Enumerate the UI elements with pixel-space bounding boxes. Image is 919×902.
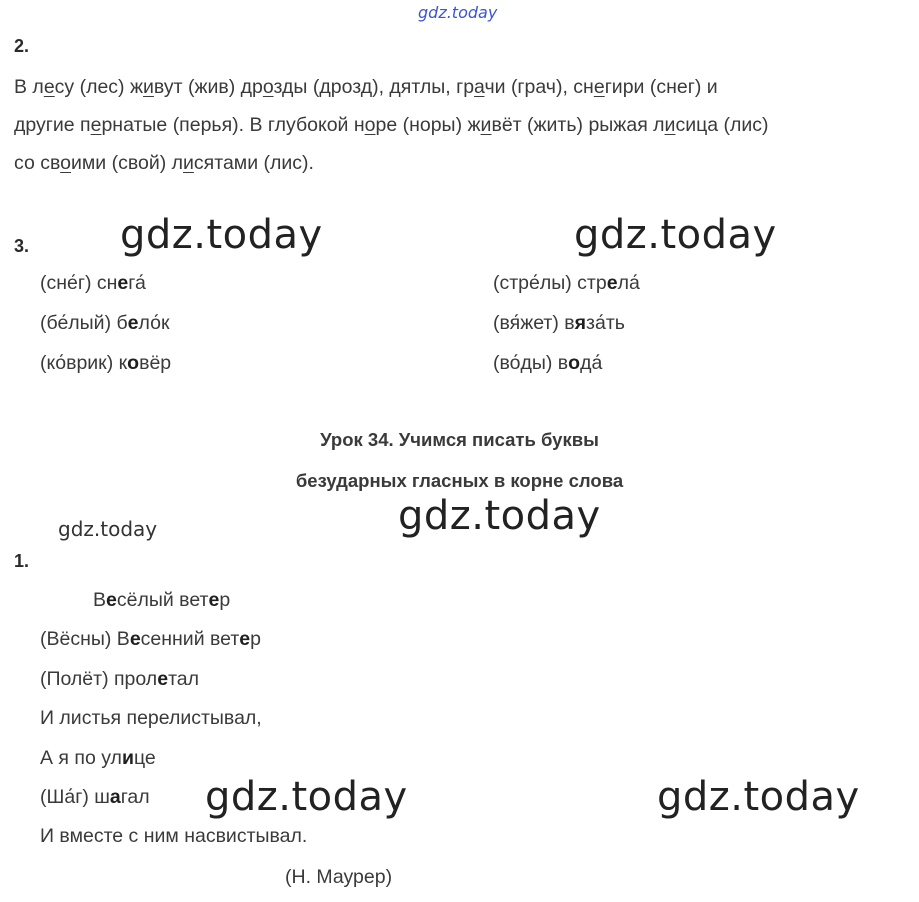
poem-line-1 xyxy=(93,589,230,612)
text-fragment: ре (норы) ж xyxy=(375,114,481,136)
watermark-big: gdz.today xyxy=(120,212,323,258)
underlined-letter: о xyxy=(262,76,274,98)
text-fragment: ло́к xyxy=(138,312,170,334)
text-fragment: (стре́лы) стр xyxy=(493,272,607,294)
lesson-title-line-1: Урок 34. Учимся писать буквы xyxy=(320,429,599,450)
bold-letter: е xyxy=(606,272,618,294)
task-2-line-1 xyxy=(14,68,914,106)
text-fragment: рнатые (перья). В глубокой н xyxy=(101,114,365,136)
bold-letter: а xyxy=(109,786,121,808)
text-fragment: за́ть xyxy=(586,312,625,334)
task-3-left-row-3 xyxy=(40,352,171,375)
poem-line-5 xyxy=(40,747,156,770)
text-fragment: (сне́г) сн xyxy=(40,272,118,294)
watermark-big: gdz.today xyxy=(574,212,777,258)
bold-letter: е xyxy=(117,272,129,294)
task-2-line-2 xyxy=(14,106,914,144)
text-fragment: тал xyxy=(168,668,199,690)
text-fragment: со св xyxy=(14,152,61,174)
underlined-letter: е xyxy=(43,76,55,98)
poem-line-3 xyxy=(40,668,199,691)
text-fragment: (Вёсны) В xyxy=(40,628,130,650)
text-fragment: А я по ул xyxy=(40,747,122,769)
poem-author: (Н. Маурер) xyxy=(285,866,393,888)
poem-line-2 xyxy=(40,628,261,651)
watermark-big: gdz.today xyxy=(398,493,601,539)
bold-letter: е xyxy=(157,668,169,690)
underlined-letter: и xyxy=(664,114,676,136)
text-fragment: И вместе с ним насвистывал. xyxy=(40,825,308,847)
text-fragment: гал xyxy=(120,786,150,808)
bold-letter: о xyxy=(568,352,581,374)
text-fragment: зды (дрозд), дятлы, гр xyxy=(273,76,475,98)
text-fragment: сёлый вет xyxy=(116,589,209,611)
task-1-number: 1. xyxy=(14,551,30,571)
underlined-letter: и xyxy=(480,114,492,136)
text-fragment: В л xyxy=(14,76,44,98)
bold-letter: е xyxy=(106,589,117,611)
text-fragment: (вя́жет) в xyxy=(493,312,575,334)
text-fragment: (Полёт) прол xyxy=(40,668,158,690)
underlined-letter: и xyxy=(143,76,154,98)
task-3-left-row-2 xyxy=(40,312,170,335)
task-3-right-row-2 xyxy=(493,312,625,335)
task-3-right-row-1 xyxy=(493,272,640,295)
underlined-letter: а xyxy=(474,76,485,98)
task-2-line-3 xyxy=(14,144,914,182)
text-fragment: р xyxy=(219,589,231,611)
text-fragment: сенний вет xyxy=(140,628,240,650)
watermark-big: gdz.today xyxy=(205,774,408,820)
bold-letter: е xyxy=(208,589,220,611)
underlined-letter: о xyxy=(364,114,376,136)
text-fragment: су (лес) ж xyxy=(54,76,144,98)
underlined-letter: и xyxy=(183,152,194,174)
text-fragment: да́ xyxy=(580,352,603,374)
bold-letter: и xyxy=(121,747,134,769)
watermark-top: gdz.today xyxy=(418,3,498,22)
watermark-small: gdz.today xyxy=(58,517,158,541)
text-fragment: вёр xyxy=(139,352,172,374)
text-fragment: В xyxy=(93,589,107,611)
text-fragment: (Ша́г) ш xyxy=(40,786,110,808)
text-fragment: вёт (жить) рыжая л xyxy=(491,114,665,136)
underlined-letter: е xyxy=(90,114,102,136)
task-3-number: 3. xyxy=(14,236,30,256)
text-fragment: сица (лис) xyxy=(675,114,769,136)
poem-line-6 xyxy=(40,786,150,809)
text-fragment: вут (жив) др xyxy=(153,76,263,98)
task-2-number: 2. xyxy=(14,36,30,56)
poem-line-4 xyxy=(40,707,262,730)
text-fragment: сятами (лис). xyxy=(193,152,314,174)
task-3-right-row-3 xyxy=(493,352,602,375)
text-fragment: другие п xyxy=(14,114,91,136)
text-fragment: р xyxy=(250,628,261,650)
underlined-letter: о xyxy=(60,152,71,174)
text-fragment: га́ xyxy=(128,272,146,294)
bold-letter: о xyxy=(127,352,140,374)
text-fragment: (бе́лый) б xyxy=(40,312,128,334)
text-fragment: И листья перелистывал, xyxy=(40,707,262,729)
text-fragment: (во́ды) в xyxy=(493,352,569,374)
watermark-big: gdz.today xyxy=(657,774,860,820)
task-3-left-row-1 xyxy=(40,272,146,295)
bold-letter: я xyxy=(574,312,587,334)
text-fragment: гири (снег) и xyxy=(604,76,718,98)
text-fragment: це xyxy=(133,747,156,769)
poem-line-7 xyxy=(40,825,307,848)
bold-letter: е xyxy=(129,628,141,650)
text-fragment: ла́ xyxy=(617,272,640,294)
lesson-title-line-2: безударных гласных в корне слова xyxy=(295,470,624,491)
text-fragment: (ко́врик) к xyxy=(40,352,128,374)
bold-letter: е xyxy=(127,312,139,334)
underlined-letter: е xyxy=(593,76,605,98)
text-fragment: ими (свой) л xyxy=(70,152,184,174)
text-fragment: чи (грач), сн xyxy=(484,76,594,98)
bold-letter: е xyxy=(239,628,251,650)
